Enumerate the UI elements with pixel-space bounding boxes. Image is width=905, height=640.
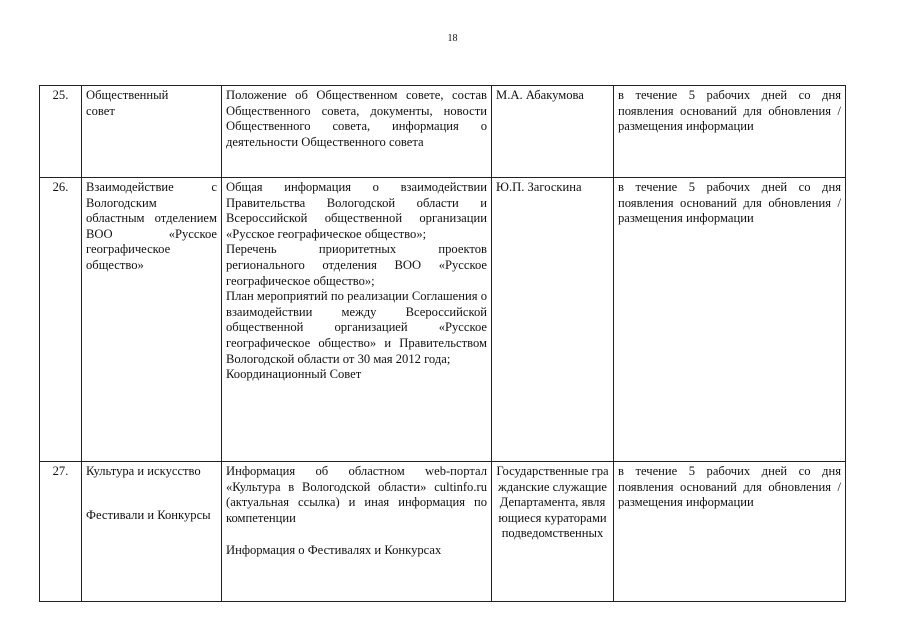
topic-part: Культура и искусство: [86, 464, 201, 478]
responsible-cell: Ю.П. Загоскина: [492, 178, 614, 462]
page-number: 18: [447, 33, 458, 44]
topic-part: Фестивали и Конкурсы: [86, 507, 211, 522]
topic-cell: Общественный совет: [82, 86, 222, 178]
content-part: Общая информация о взаимодействии Правительства Вологодской области и Всероссийской общественной организации «Русское географическое общество»;: [226, 180, 487, 241]
responsible-cell: М.А. Абакумова: [492, 86, 614, 178]
content-part: Информация о Фестивалях и Конкурсах: [226, 543, 442, 558]
deadline-cell: в течение 5 рабочих дней со дня появления оснований для обновления /размещения информации: [614, 462, 846, 602]
row-number: 27.: [40, 462, 82, 602]
deadline-cell: в течение 5 рабочих дней со дня появления оснований для обновления /размещения информации: [614, 86, 846, 178]
topic-cell: [82, 462, 222, 602]
content-cell: [222, 462, 492, 602]
content-part: План мероприятий по реализации Соглашения о взаимодействии между Всероссийской общественной организацией «Русское географическое общество» и Правительством Вологодской области от 30 мая 2012 года;: [226, 289, 487, 366]
table-row: [40, 178, 846, 462]
content-cell: [222, 178, 492, 462]
deadline-cell: в течение 5 рабочих дней со дня появления оснований для обновления /размещения информации: [614, 178, 846, 462]
content-part: Перечень приоритетных проектов регионального отделения ВОО «Русское географическое общество»;: [226, 242, 487, 288]
content-part: Координационный Совет: [226, 367, 362, 382]
table-row: [40, 86, 846, 178]
document-table: [39, 85, 846, 602]
row-number: 25.: [40, 86, 82, 178]
content-cell: Положение об Общественном совете, состав Общественного совета, документы, новости Общественного совета, информация о деятельности Общественного совета: [222, 86, 492, 178]
topic-cell: Взаимодействие с Вологодским областным отделением ВОО «Русское географическое общество»: [82, 178, 222, 462]
row-number: 26.: [40, 178, 82, 462]
responsible-cell: Государственные гражданские служащие Департамента, являющиеся кураторами подведомственных: [492, 462, 614, 602]
table-row: [40, 462, 846, 602]
content-part: Информация об областном web-портал «Культура в Вологодской области» cultinfo.ru (актуальная ссылка) и иная информация по компетенции: [226, 464, 487, 525]
